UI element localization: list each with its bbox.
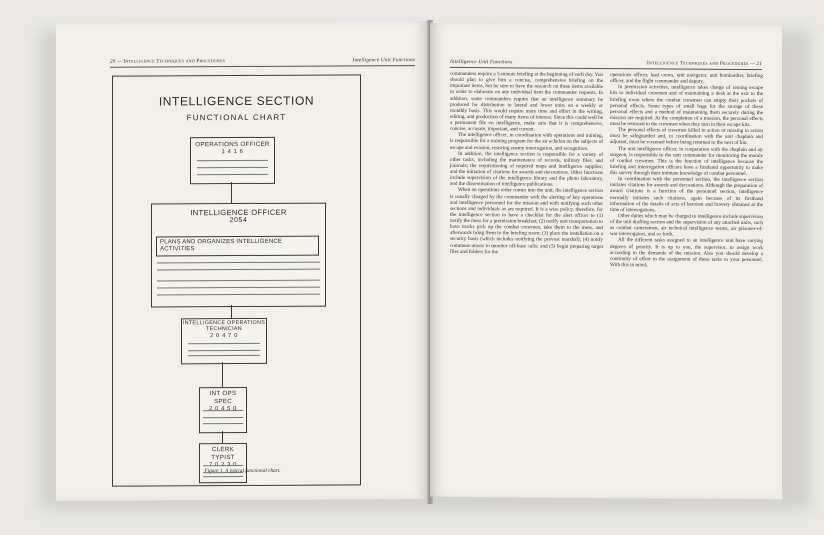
connector-line — [222, 362, 223, 387]
paragraph: All the different tasks assigned to an intelligence unit have varying degrees of priority. It is up to you, the supervisor, to assign work according to the demands of the mission. Also you should develop a continuity of effort in the assignment of these tasks to your personnel. With this in mind, — [610, 237, 763, 269]
plans-statement — [156, 236, 319, 257]
operations-officer-box — [190, 137, 275, 184]
box-code: 1 4 1 6 — [221, 148, 244, 156]
right-section-title: Intelligence Unit Functions — [450, 58, 513, 66]
box-code: 2054 — [229, 216, 248, 225]
box-lines — [203, 410, 243, 424]
paragraph: When an operations order comes into the unit, the intelligence section is usually charged by the commander with the alerting of key operations and intelligence personnel for the mission and with notifying such other sections and individuals as are required. It is a wise policy, therefore, for the intelligence section to have a checklist for the alert officer to (1) notify the mess for a premission breakfast; (2) notify unit transportation to have trucks pick up the combat crewmen, take them to the mess, and afterwards bring them to the briefing room; (3) place the installation on a security basis (which includes notifying the provost marshal); (4) notify communications to monitor off-base calls; and (5) begin preparing target files and folders for the — [450, 187, 603, 255]
box-title: CLERK TYPIST — [211, 446, 235, 462]
clerk-typist-box — [199, 443, 247, 483]
paragraph: The personal effects of crewmen killed in action or missing in action must be safeguarded and, in coordination with the unit chaplain and adjutant, must be screened before being returned to the next of kin. — [610, 127, 763, 147]
right-page — [430, 23, 782, 499]
connector-line — [231, 305, 232, 318]
box-lines — [197, 160, 268, 175]
functional-chart — [112, 74, 361, 486]
paragraph: Other duties which may be charged to intelligence include supervision of the unit drafting section and the supervision of any attached units, such as combat cameramen, air technical intelligence teams, air prisoner-of-war interrogators, and so forth. — [610, 212, 763, 238]
left-section-title: Intelligence Unit Functions — [352, 57, 415, 64]
int-ops-spec-box — [199, 387, 247, 433]
paragraph: In coordination with the personnel section, the intelligence section initiates citations for awards and decorations. Although the preparation of award citations is a function of the personnel section, intelligence normally initiates such citations, again because of its firsthand information of the details of acts of heroism and bravery obtained at the time of interrogations. — [610, 176, 763, 214]
box-lines — [157, 280, 320, 296]
right-page-number: 21 — [756, 61, 762, 68]
paragraph: The intelligence officer, in coordination with operations and training, is responsible for a training program for the air echelon on the subjects of escape and evasion, resisting enemy interrogation, and recognition. — [450, 132, 603, 152]
right-page-header: Intelligence Unit Functions Intelligence Techniques and Procedures — 21 — [450, 59, 762, 70]
paragraph: commanders require a 5-minute briefing at the beginning of each day. You should plan to give him a concise, comprehensive briefing on the important items, but be sure to have the research on these items available in order to elaborate on any individual item the commander requests. In addition, some commanders require that an intelligence summary be produced for distribution to lateral and lower units on a weekly or monthly basis. This would require more time and effort in the writing, editing, and production of many items of interest. Since this could well be a permanent file on intelligence, make sure that it is comprehensive, concise, accurate, important, and current. — [450, 70, 603, 133]
paragraph: In addition, the intelligence section is responsible for a variety of other tasks, including the maintenance of records, military files, and journals; the requisitioning of required maps and intelligence supplies; and the initiation of citations for awards and decorations. Other functions include supervision of the intelligence library and the photo laboratory, and the dissemination of intelligence publications. — [450, 150, 603, 188]
paragraph: In premission activities, intelligence takes charge of issuing escape kits to individual crewmen and of maintaining a desk at the exit to the briefing room where the combat crewmen can empty their pockets of personal effects. Some types of small bags for the storage of these personal effects and a method of maintaining them securely during the mission are required. At the completion of a mission, the personal effects must be returned to the crewmen when they turn in their escape kits. — [610, 84, 763, 129]
connector-line — [222, 431, 223, 443]
chart-subtitle: FUNCTIONAL CHART — [186, 112, 287, 123]
plans-text: PLANS AND ORGANIZES INTELLIGENCE ACTIVITIES — [160, 238, 283, 253]
box-code: 2 0 4 7 0 — [210, 332, 238, 339]
box-code: 7 0 2 3 0 — [209, 462, 237, 469]
chart-title: INTELLIGENCE SECTION — [158, 93, 315, 109]
box-title: INTELLIGENCE OFFICER — [190, 207, 287, 218]
box-code: 2 0 4 5 0 — [209, 406, 237, 413]
box-title: INTELLIGENCE OPERATIONS TECHNICIAN — [182, 319, 266, 333]
paragraph: operations officer, lead crews, unit navigator, unit bombardier, briefing officer, and the flight commander and deputy. — [610, 72, 763, 85]
left-page-header: 20 — Intelligence Techniques and Procedures Intelligence Unit Functions — [110, 57, 415, 68]
figure-caption: Figure 1. A typical functional chart. — [204, 467, 281, 475]
box-title: OPERATIONS OFFICER — [195, 140, 270, 149]
connector-line — [231, 182, 232, 203]
left-book-title: Intelligence Techniques and Procedures — [123, 58, 226, 65]
left-page — [56, 21, 429, 501]
paragraph: The unit intelligence officer, in cooperation with the chaplain and air surgeon, is responsible to the unit commander for monitoring the morale of combat crewmen. This is the function of intelligence because the briefing and interrogation officers have a firsthand opportunity to make this survey through their intimate knowledge of combat personnel. — [610, 145, 763, 177]
ops-technician-box — [181, 318, 267, 364]
text-column-right — [610, 72, 763, 269]
intelligence-officer-box — [151, 203, 326, 308]
left-page-number: 20 — [110, 58, 116, 65]
box-lines — [188, 343, 260, 356]
box-title: INT OPS SPEC — [209, 390, 237, 406]
text-column-left — [450, 71, 603, 256]
right-book-title: Intelligence Techniques and Procedures — [646, 60, 749, 67]
